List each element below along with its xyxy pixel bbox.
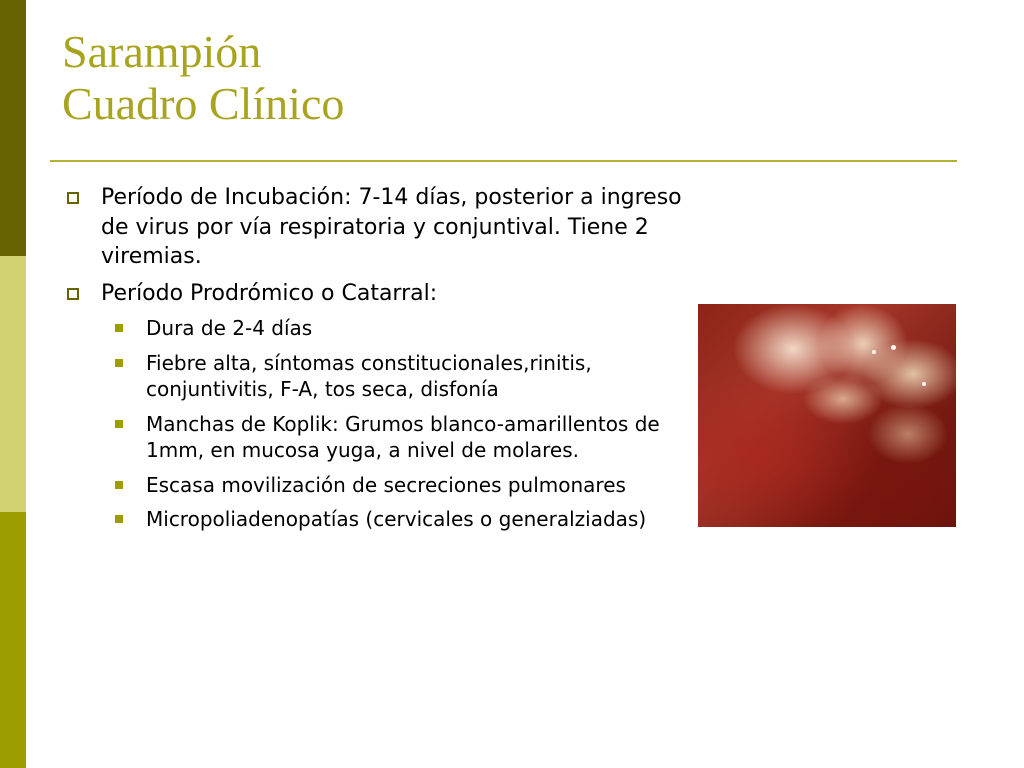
hollow-square-bullet-icon (67, 192, 79, 204)
bullet-item-prodromal (62, 279, 692, 309)
white-spot (891, 345, 896, 350)
bullet-text: Período de Incubación: 7-14 días, posterior a ingreso de virus por vía respiratoria y conjuntival. Tiene 2 viremias. (101, 185, 682, 269)
sub-bullet-secretions (146, 472, 692, 499)
sub-bullet-text: Micropoliadenopatías (cervicales o generalziadas) (146, 507, 647, 531)
white-spot (872, 350, 876, 354)
left-band-middle (0, 256, 26, 512)
sub-bullet-koplik (146, 411, 692, 464)
filled-square-bullet-icon (115, 420, 123, 428)
sub-bullet-text: Dura de 2-4 días (146, 316, 313, 340)
sub-bullet-lymphadenopathy (146, 506, 692, 533)
slide-title-line-2: Cuadro Clínico (62, 78, 345, 129)
sub-bullet-fever (146, 350, 692, 403)
filled-square-bullet-icon (115, 481, 123, 489)
sub-bullet-duration (146, 315, 692, 342)
slide-body (62, 183, 692, 541)
left-band-bottom (0, 512, 26, 768)
white-spot (922, 382, 926, 386)
sub-bullet-text: Manchas de Koplik: Grumos blanco-amarillentos de 1mm, en mucosa yuga, a nivel de molares. (146, 411, 660, 462)
bullet-text: Período Prodrómico o Catarral: (101, 280, 438, 306)
filled-square-bullet-icon (115, 359, 123, 367)
slide-title-line-1: Sarampión (62, 26, 262, 77)
koplik-spots-photo (698, 304, 956, 527)
filled-square-bullet-icon (115, 515, 123, 523)
bullet-item-incubation (62, 183, 692, 272)
hollow-square-bullet-icon (67, 288, 79, 300)
slide-title (62, 26, 344, 130)
sub-bullet-text: Escasa movilización de secreciones pulmonares (146, 472, 626, 497)
filled-square-bullet-icon (115, 324, 123, 332)
sub-bullet-text: Fiebre alta, síntomas constitucionales,rinitis, conjuntivitis, F-A, tos seca, disfonía (146, 350, 592, 401)
left-band-top (0, 0, 26, 256)
title-divider (50, 160, 957, 162)
